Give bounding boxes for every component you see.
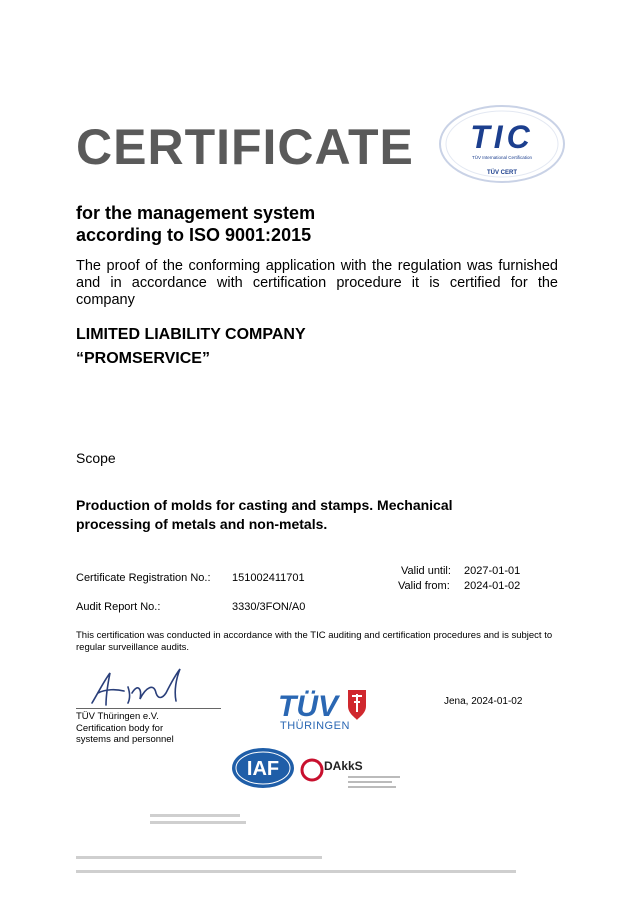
place-date: Jena, 2024-01-02 <box>444 696 523 707</box>
svg-text:IAF: IAF <box>246 758 280 780</box>
subtitle-line-2: according to ISO 9001:2015 <box>76 225 312 245</box>
registration-value: 151002411701 <box>232 572 305 584</box>
iaf-logo <box>230 746 296 790</box>
certification-note: This certification was conducted in accordance with the TIC auditing and certification procedures and is subject to regular surveillance audits. <box>76 630 553 653</box>
signer-line-1: TÜV Thüringen e.V. <box>76 711 159 722</box>
valid-from-value: 2024-01-02 <box>464 580 521 592</box>
signer-line-3: systems and personnel <box>76 734 174 745</box>
footer-line-2 <box>76 870 516 873</box>
scope-line-2: processing of metals and non-metals. <box>76 516 328 532</box>
signer-line-2: Certification body for <box>76 722 164 734</box>
scope-label: Scope <box>76 450 116 466</box>
signature-image <box>84 663 194 709</box>
valid-until-value: 2027-01-01 <box>464 565 521 577</box>
valid-from-label: Valid from: <box>398 580 450 592</box>
certificate-title: CERTIFICATE <box>76 119 414 175</box>
intro-text: The proof of the conforming application with the regulation was furnished and in accordance with certification procedure it is certified for the company <box>76 258 558 308</box>
valid-until-label: Valid until: <box>401 565 451 577</box>
svg-text:DAkkS: DAkkS <box>324 759 363 773</box>
subtitle-line-1: for the management system <box>76 203 316 223</box>
signer-block <box>76 711 174 746</box>
svg-text:TIC: TIC <box>470 119 534 155</box>
accreditation-fineprint <box>150 814 246 824</box>
svg-text:TÜV: TÜV <box>278 690 338 723</box>
tic-logo <box>438 104 566 184</box>
scope-line-1: Production of molds for casting and stamps. Mechanical <box>76 497 453 513</box>
svg-text:TÜV CERT: TÜV CERT <box>487 170 517 176</box>
dakks-logo <box>300 746 410 798</box>
registration-label: Certificate Registration No.: <box>76 572 211 584</box>
audit-report-label: Audit Report No.: <box>76 601 161 613</box>
audit-report-value: 3330/3FON/A0 <box>232 601 306 613</box>
tuv-subtitle: THÜRINGEN <box>280 720 350 732</box>
company-name-line-2: “PROMSERVICE” <box>76 350 210 367</box>
footer-line-1 <box>76 856 322 859</box>
company-name-line-1: LIMITED LIABILITY COMPANY <box>76 326 306 343</box>
signature-line <box>76 708 221 709</box>
svg-text:TÜV International Certificatio: TÜV International Certification <box>471 155 533 160</box>
